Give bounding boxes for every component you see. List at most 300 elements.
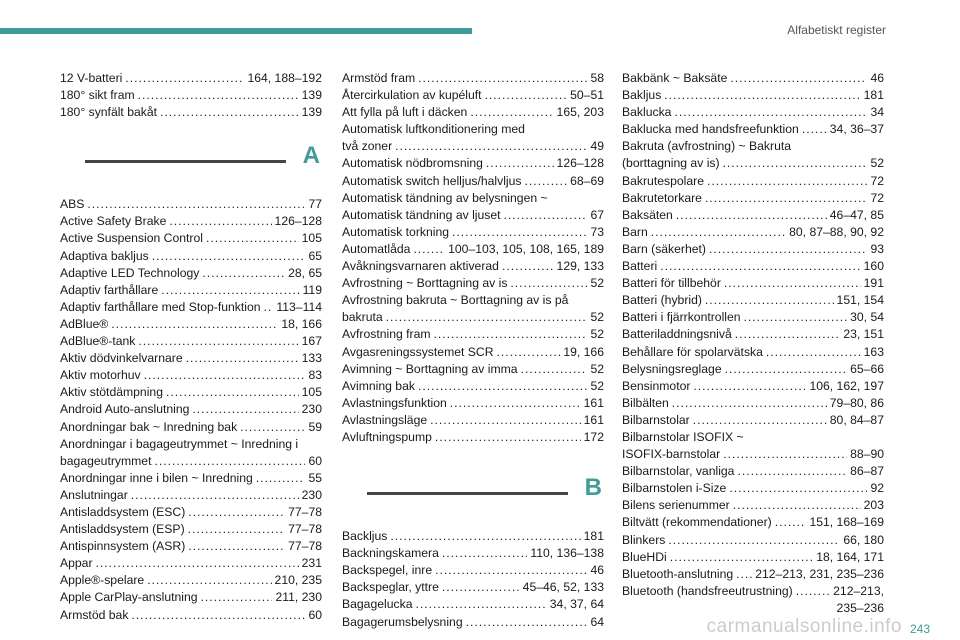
index-entry-term: AdBlue®-tank (60, 334, 136, 349)
index-entry-row (622, 480, 884, 497)
section-header-a (60, 138, 322, 196)
leader-dots (672, 395, 827, 412)
leader-dots (188, 521, 285, 538)
index-entry-term: Apple®-spelare (60, 573, 145, 588)
index-entry-pages: 163 (863, 344, 884, 359)
leader-dots (147, 572, 271, 589)
index-entry-row (342, 395, 604, 412)
index-entry-row (622, 104, 884, 121)
index-entry (60, 384, 322, 401)
index-entry-row (342, 361, 604, 378)
index-entry-pages: 18, 164, 171 (816, 549, 884, 564)
index-entry-row (60, 248, 322, 265)
leader-dots (188, 504, 285, 521)
index-entry-term: Backningskamera (342, 546, 439, 561)
index-entry (60, 521, 322, 538)
index-entry (622, 309, 884, 326)
header-accent-bar (0, 28, 472, 34)
index-entry-term: Barn (säkerhet) (622, 241, 706, 256)
index-entry-term: Armstöd fram (342, 71, 416, 85)
index-entry-pages: 231 (301, 556, 322, 571)
leader-dots (521, 361, 588, 378)
index-entry-row (60, 555, 322, 572)
index-entry-term: Apple CarPlay-anslutning (60, 590, 198, 605)
index-entry-pages: 165, 203 (556, 105, 604, 120)
index-entry-row (622, 207, 884, 224)
index-entry-pages: 60 (308, 453, 322, 468)
index-entry-pages: 60 (308, 607, 322, 622)
index-entry-term: Appar (60, 556, 93, 571)
index-entry-term: Armstöd bak (60, 607, 129, 622)
watermark: carmanualsonline.info (706, 616, 902, 637)
leader-dots (442, 579, 520, 596)
leader-dots (418, 378, 587, 395)
index-entry-term: ISOFIX-barnstolar (622, 447, 721, 462)
leader-dots (96, 555, 299, 572)
index-entry-pages: 58 (590, 71, 604, 85)
index-entry (60, 316, 322, 333)
index-entry-term: Avfrostning fram (342, 327, 431, 342)
index-entry-row (342, 614, 604, 631)
index-entry-pages: 212–213, 231, 235–236 (755, 566, 884, 581)
leader-dots (510, 275, 587, 292)
leader-dots (201, 589, 273, 606)
leader-dots (486, 155, 554, 172)
index-entry-pages: 77–78 (288, 504, 322, 519)
leader-dots (131, 487, 299, 504)
index-entry-row (342, 429, 604, 446)
index-entry-term: bakruta (342, 310, 383, 325)
entries-b-col3 (622, 70, 884, 617)
index-entry (60, 230, 322, 247)
index-entry-pages: 30, 54 (850, 310, 884, 325)
index-entry-pages: 92 (870, 481, 884, 496)
leader-dots (131, 607, 305, 624)
index-entry-pages: 105 (301, 231, 322, 246)
leader-dots (161, 282, 299, 299)
leader-dots (256, 470, 306, 487)
index-column-1 (60, 70, 322, 624)
index-entry-term: Anslutningar (60, 487, 128, 502)
index-entry-row (60, 70, 322, 87)
index-entry (60, 607, 322, 624)
index-entry-row (60, 470, 322, 487)
index-entry-term: Avgasreningssystemet SCR (342, 344, 494, 359)
index-entry-term: Bakljus (622, 88, 662, 103)
index-entry-term: Avlastningsfunktion (342, 395, 447, 410)
index-entry-pages: 126–128 (274, 214, 322, 229)
index-entry-row (60, 104, 322, 121)
leader-dots (674, 104, 867, 121)
index-entry-term: Automatisk nödbromsning (342, 156, 483, 171)
leader-dots (138, 333, 298, 350)
index-entry-pages: 45–46, 52, 133 (522, 580, 604, 595)
index-entry-term: 180° sikt fram (60, 88, 135, 103)
index-entry-term: Avlastningsläge (342, 412, 428, 427)
index-entry-row (60, 282, 322, 299)
index-entry-term: Avimning bak (342, 378, 415, 393)
index-entry-text-line1: Anordningar i bagageutrymmet ~ Inredning i (60, 436, 299, 451)
index-entry-pages: 66, 180 (843, 532, 884, 547)
leader-dots (466, 614, 588, 631)
index-entry (60, 367, 322, 384)
leader-dots (724, 275, 861, 292)
leader-dots (169, 213, 271, 230)
index-entry (60, 538, 322, 555)
index-entry-term: Bluetooth (handsfreeutrustning) (622, 583, 793, 598)
index-entry-row (342, 138, 604, 155)
index-entry-term: Aktiv motorhuv (60, 368, 141, 383)
index-entry-pages: 105 (301, 385, 322, 400)
index-entry-term: Automatisk torkning (342, 224, 450, 239)
index-entry-row (342, 378, 604, 395)
index-entry-term: Bilbälten (622, 395, 669, 410)
index-entry (60, 265, 322, 282)
index-entry-pages: 77 (308, 197, 322, 212)
index-entry-term: Bakrutetorkare (622, 190, 702, 205)
index-entry-term: Biltvätt (rekommendationer) (622, 515, 772, 530)
leader-dots (737, 463, 847, 480)
section-letter: B (584, 474, 602, 502)
index-entry-term: Active Safety Brake (60, 214, 167, 229)
entries-a-col2 (342, 70, 604, 446)
index-entry-term: Bluetooth-anslutning (622, 566, 734, 581)
index-entry-term: Behållare för spolarvätska (622, 344, 763, 359)
index-entry-term: Adaptiv farthållare med Stop-funktion (60, 299, 261, 314)
index-entry-term: Bagagerumsbelysning (342, 614, 463, 629)
index-entry (60, 213, 322, 230)
index-entry-row (622, 70, 884, 87)
index-entry-row (622, 87, 884, 104)
section-header-b (342, 470, 604, 528)
index-entry (622, 241, 884, 258)
index-entry-row (622, 292, 884, 309)
index-entry-row (60, 316, 322, 333)
index-entry-pages: 46–47, 85 (829, 207, 884, 222)
leader-dots (111, 316, 278, 333)
index-entry (342, 395, 604, 412)
index-entry (342, 344, 604, 361)
index-entry-pages: 106, 162, 197 (809, 378, 884, 393)
index-entry-row (622, 514, 884, 531)
index-entry (622, 138, 884, 172)
index-entry-pages: 72 (870, 190, 884, 205)
index-entry-row (622, 241, 884, 258)
index-entry-term: Antisladdsystem (ESC) (60, 504, 186, 519)
leader-dots (725, 361, 848, 378)
leader-dots (192, 401, 298, 418)
index-entry (60, 196, 322, 213)
index-entry-row (622, 532, 884, 549)
index-entry (342, 412, 604, 429)
index-entry-pages: 230 (301, 487, 322, 502)
index-entry-pages: 119 (302, 282, 322, 297)
index-entry (622, 121, 884, 138)
leader-dots (504, 207, 588, 224)
index-entry (60, 589, 322, 606)
leader-dots (415, 596, 546, 613)
leader-dots (664, 87, 860, 104)
index-entry (622, 207, 884, 224)
index-entry-term: Aktiv stötdämpning (60, 385, 163, 400)
index-entry-pages: 65–66 (850, 361, 884, 376)
leader-dots (693, 412, 827, 429)
index-entry-row (60, 401, 322, 418)
index-entry-pages: 46 (590, 563, 604, 578)
leader-dots (154, 453, 305, 470)
index-entry-pages: 139 (301, 88, 322, 103)
index-entry (622, 104, 884, 121)
index-entry-row (622, 344, 884, 361)
index-entry (622, 532, 884, 549)
index-entry-row (60, 538, 322, 555)
leader-dots (470, 104, 553, 121)
index-entry-term: Aktiv dödvinkelvarnare (60, 351, 183, 366)
leader-dots (138, 87, 299, 104)
index-entry-row (622, 395, 884, 412)
index-entry-row (60, 87, 322, 104)
index-entry-term: Batteri (622, 259, 658, 274)
index-entry-term: Adaptive LED Technology (60, 265, 200, 280)
index-entry-row (60, 487, 322, 504)
index-entry-row (622, 258, 884, 275)
index-entry (342, 190, 604, 224)
index-entry-text-line1: Bakruta (avfrostning) ~ Bakruta (622, 139, 792, 154)
index-entry (622, 378, 884, 395)
leader-dots (206, 230, 299, 247)
index-entry-row (622, 583, 884, 600)
index-entry-row (342, 155, 604, 172)
index-entry-pages: 77–78 (288, 522, 322, 537)
index-entry-pages: 161 (583, 412, 604, 427)
index-entry-row (60, 333, 322, 350)
index-entry-row (622, 463, 884, 480)
index-entry-row (60, 521, 322, 538)
index-entry-term: Batteri (hybrid) (622, 293, 702, 308)
index-entry-text-line1: Bilbarnstolar ISOFIX ~ (622, 429, 744, 444)
index-entry-pages: 164, 188–192 (247, 71, 322, 85)
leader-dots (188, 538, 285, 555)
leader-dots (705, 292, 834, 309)
leader-dots (525, 173, 568, 190)
index-entry-pages: 34, 37, 64 (549, 597, 604, 612)
leader-dots (497, 344, 561, 361)
index-entry-row (342, 207, 604, 224)
leader-dots (707, 173, 867, 190)
leader-dots (87, 196, 305, 213)
index-entry-row (622, 446, 884, 463)
index-entry (622, 87, 884, 104)
index-entry-pages: 93 (870, 241, 884, 256)
index-entry-term: Baksäten (622, 207, 673, 222)
index-entry-row (60, 504, 322, 521)
index-entry (342, 545, 604, 562)
index-entry-term: Avimning ~ Borttagning av imma (342, 361, 518, 376)
index-entry-term: Anordningar inne i bilen ~ Inredning (60, 470, 253, 485)
index-entry (60, 419, 322, 436)
index-entry-term: Batteriladdningsnivå (622, 327, 732, 342)
index-entry-pages: 80, 84–87 (829, 412, 884, 427)
index-entry-row (622, 361, 884, 378)
index-entry (342, 614, 604, 631)
index-entry-row (60, 213, 322, 230)
leader-dots (240, 419, 305, 436)
index-entry-row (342, 344, 604, 361)
index-entry (60, 70, 322, 87)
leader-dots (502, 258, 554, 275)
index-entry-text-line1: Automatisk luftkonditionering med (342, 122, 525, 137)
index-entry-term: BlueHDi (622, 549, 667, 564)
index-entry-pages: 133 (301, 351, 322, 366)
leader-dots (729, 480, 867, 497)
index-entry (622, 412, 884, 429)
index-entry-term: Automatlåda (342, 241, 411, 256)
index-entry-row (342, 224, 604, 241)
index-entry-row (342, 104, 604, 121)
index-entry (622, 497, 884, 514)
index-entry-pages: 46 (870, 71, 884, 85)
index-entry (342, 361, 604, 378)
index-entry-row (342, 258, 604, 275)
index-entry-term: Adaptiva bakljus (60, 248, 149, 263)
index-column-3 (622, 70, 884, 617)
index-entry-row (60, 196, 322, 213)
index-entry-term: Android Auto-anslutning (60, 402, 190, 417)
index-entry-pages: 64 (590, 614, 604, 629)
index-entry-pages: 126–128 (556, 156, 604, 171)
leader-dots (709, 241, 867, 258)
leader-dots (730, 70, 867, 87)
index-entry-term: Att fylla på luft i däcken (342, 105, 468, 120)
index-entry (622, 258, 884, 275)
leader-dots (802, 121, 827, 138)
index-entry (60, 282, 322, 299)
index-entry-term: Bilbarnstolar (622, 412, 690, 427)
index-entry (60, 555, 322, 572)
index-entry-term: två zoner (342, 139, 393, 154)
index-entry-row (60, 350, 322, 367)
leader-dots (766, 344, 861, 361)
index-entry-term: AdBlue® (60, 316, 109, 331)
index-entry-row (60, 607, 322, 624)
index-entry (342, 528, 604, 545)
index-entry-pages: 79–80, 86 (829, 395, 884, 410)
index-entry (60, 299, 322, 316)
index-entry-pages: 55 (308, 470, 322, 485)
index-entry-pages: 34 (870, 105, 884, 120)
index-entry-pages-continued: 235–236 (836, 600, 884, 615)
index-entry-row (60, 265, 322, 282)
leader-dots (390, 528, 580, 545)
index-entry-row (622, 326, 884, 343)
index-entry-row (60, 367, 322, 384)
index-entry-term: Backspeglar, yttre (342, 580, 439, 595)
index-entry (622, 514, 884, 531)
index-entry (622, 326, 884, 343)
index-entry-row (622, 121, 884, 138)
index-entry-row (622, 566, 884, 583)
index-entry-pages: 172 (583, 429, 604, 444)
index-entry-term: Bakrutespolare (622, 173, 704, 188)
index-entry-row (622, 378, 884, 395)
leader-dots (125, 70, 244, 87)
index-entry-pages: 161 (583, 395, 604, 410)
index-entry-pages: 52 (590, 378, 604, 393)
index-entry-term: Barn (622, 224, 648, 239)
index-entry (342, 275, 604, 292)
index-entry (60, 504, 322, 521)
leader-dots (660, 258, 860, 275)
index-entry (60, 436, 322, 470)
index-entry-row (60, 419, 322, 436)
index-entry-term: Bilbarnstolar, vanliga (622, 464, 735, 479)
index-entry (622, 224, 884, 241)
index-entry-pages: 67 (590, 207, 604, 222)
index-entry (622, 583, 884, 617)
index-entry-pages: 83 (308, 368, 322, 383)
leader-dots (736, 566, 752, 583)
leader-dots (264, 299, 274, 316)
leader-dots (442, 545, 527, 562)
index-entry-pages: 86–87 (850, 464, 884, 479)
index-entry-term: bagageutrymmet (60, 453, 152, 468)
index-entry-pages: 34, 36–37 (829, 122, 884, 137)
section-rule (85, 160, 286, 163)
index-entry (622, 429, 884, 463)
leader-dots (186, 350, 299, 367)
leader-dots (452, 224, 587, 241)
index-entry-row (342, 309, 604, 326)
index-entry-row (60, 453, 322, 470)
index-entry-row (342, 173, 604, 190)
index-entry-term: Bensinmotor (622, 378, 691, 393)
index-entry-row (342, 596, 604, 613)
entries-b-col2 (342, 528, 604, 631)
index-entry-term: Baklucka med handsfreefunktion (622, 122, 799, 137)
index-entry (342, 326, 604, 343)
index-entry-pages: 49 (590, 139, 604, 154)
index-entry-pages: 88–90 (850, 447, 884, 462)
page-number: 243 (909, 622, 930, 636)
leader-dots (450, 395, 581, 412)
index-entry (342, 121, 604, 155)
index-entry-term: Adaptiv farthållare (60, 282, 159, 297)
index-entry-pages: 110, 136–138 (530, 546, 604, 561)
index-entry-term: Bilens serienummer (622, 498, 730, 513)
index-entry (342, 224, 604, 241)
index-entry-pages: 139 (301, 105, 322, 120)
index-entry-pages: 77–78 (288, 539, 322, 554)
index-entry-row (342, 87, 604, 104)
index-entry (342, 155, 604, 172)
index-entry-term: Bagagelucka (342, 597, 413, 612)
index-entry-row (342, 545, 604, 562)
index-entry-text-line1: Avfrostning bakruta ~ Borttagning av is på (342, 293, 569, 308)
index-entry (342, 292, 604, 326)
leader-dots (386, 309, 588, 326)
index-entry-pages: 68–69 (570, 173, 604, 188)
index-entry-term: Bakbänk ~ Baksäte (622, 71, 728, 85)
index-entry-term: Avluftningspump (342, 429, 432, 444)
index-entry-row (342, 412, 604, 429)
index-entry (60, 401, 322, 418)
index-entry (622, 549, 884, 566)
index-entry-term: Avfrostning ~ Borttagning av is (342, 276, 508, 291)
index-entry-pages: 129, 133 (556, 259, 604, 274)
index-entry-pages: 52 (590, 361, 604, 376)
index-entry-term: 180° synfält bakåt (60, 105, 158, 120)
leader-dots (651, 224, 786, 241)
